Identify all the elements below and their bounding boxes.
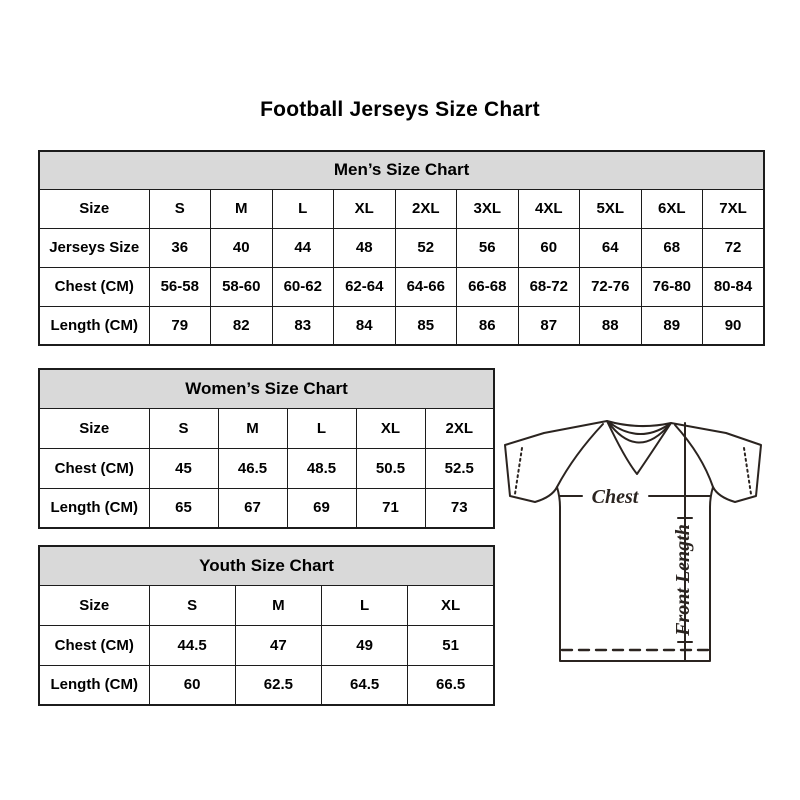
men-cell: 85 <box>395 306 457 345</box>
men-cell: 3XL <box>457 189 519 228</box>
mens-size-table <box>38 150 765 346</box>
women-cell: M <box>218 408 287 448</box>
men-cell: 72 <box>703 228 765 267</box>
men-cell: 84 <box>334 306 396 345</box>
men-cell: 80-84 <box>703 267 765 306</box>
men-cell: 56 <box>457 228 519 267</box>
youth-cell: 49 <box>322 625 408 665</box>
men-cell: 90 <box>703 306 765 345</box>
youth-row-label: Size <box>39 585 149 625</box>
men-row-label: Size <box>39 189 149 228</box>
youth-table-row <box>39 665 494 705</box>
womens-size-table <box>38 368 495 529</box>
youth-cell: 51 <box>408 625 494 665</box>
men-row-label: Chest (CM) <box>39 267 149 306</box>
women-cell: 67 <box>218 488 287 528</box>
men-cell: 6XL <box>641 189 703 228</box>
youth-cell: 66.5 <box>408 665 494 705</box>
page-title: Football Jerseys Size Chart <box>260 98 540 121</box>
men-table-row <box>39 267 764 306</box>
men-cell: 36 <box>149 228 211 267</box>
youth-cell: M <box>235 585 321 625</box>
men-cell: 48 <box>334 228 396 267</box>
jersey-outline <box>505 421 761 661</box>
men-cell: 60-62 <box>272 267 334 306</box>
women-cell: 45 <box>149 448 218 488</box>
men-cell: 60 <box>518 228 580 267</box>
men-row-label: Length (CM) <box>39 306 149 345</box>
men-table-row <box>39 189 764 228</box>
men-cell: 4XL <box>518 189 580 228</box>
youth-cell: 44.5 <box>149 625 235 665</box>
youth-row-label: Length (CM) <box>39 665 149 705</box>
youth-table-row <box>39 625 494 665</box>
youth-cell: L <box>322 585 408 625</box>
youth-cell: 47 <box>235 625 321 665</box>
men-row-label: Jerseys Size <box>39 228 149 267</box>
right-cuff-dashed-line <box>744 448 751 494</box>
men-cell: 79 <box>149 306 211 345</box>
youth-cell: S <box>149 585 235 625</box>
jersey-measurement-diagram <box>504 417 762 665</box>
men-cell: 52 <box>395 228 457 267</box>
men-cell: 44 <box>272 228 334 267</box>
men-cell: 76-80 <box>641 267 703 306</box>
women-cell: 52.5 <box>425 448 494 488</box>
front-length-label: Front Length <box>672 524 694 636</box>
youth-row-label: Chest (CM) <box>39 625 149 665</box>
women-cell: 2XL <box>425 408 494 448</box>
women-row-label: Size <box>39 408 149 448</box>
men-cell: 58-60 <box>211 267 273 306</box>
men-cell: 87 <box>518 306 580 345</box>
youth-cell: 60 <box>149 665 235 705</box>
women-cell: XL <box>356 408 425 448</box>
men-cell: 62-64 <box>334 267 396 306</box>
men-cell: 82 <box>211 306 273 345</box>
men-cell: 64 <box>580 228 642 267</box>
men-cell: XL <box>334 189 396 228</box>
men-cell: 7XL <box>703 189 765 228</box>
women-cell: 48.5 <box>287 448 356 488</box>
women-cell: 69 <box>287 488 356 528</box>
women-table-row <box>39 488 494 528</box>
men-cell: 40 <box>211 228 273 267</box>
men-table-row <box>39 228 764 267</box>
men-cell: M <box>211 189 273 228</box>
left-armhole-seam <box>557 424 603 487</box>
men-cell: 89 <box>641 306 703 345</box>
women-table-title: Women’s Size Chart <box>39 369 494 408</box>
men-cell: 66-68 <box>457 267 519 306</box>
right-armhole-seam <box>675 425 713 487</box>
men-cell: 68-72 <box>518 267 580 306</box>
men-cell: 72-76 <box>580 267 642 306</box>
men-cell: 5XL <box>580 189 642 228</box>
men-cell: 88 <box>580 306 642 345</box>
men-cell: 56-58 <box>149 267 211 306</box>
men-cell: 83 <box>272 306 334 345</box>
men-cell: 68 <box>641 228 703 267</box>
women-row-label: Chest (CM) <box>39 448 149 488</box>
women-table-row <box>39 408 494 448</box>
youth-cell: 64.5 <box>322 665 408 705</box>
men-cell: S <box>149 189 211 228</box>
women-cell: S <box>149 408 218 448</box>
men-cell: 64-66 <box>395 267 457 306</box>
youth-table-row <box>39 585 494 625</box>
youth-cell: XL <box>408 585 494 625</box>
men-table-title: Men’s Size Chart <box>39 151 764 189</box>
women-cell: 46.5 <box>218 448 287 488</box>
men-cell: L <box>272 189 334 228</box>
chest-label: Chest <box>591 486 639 508</box>
women-row-label: Length (CM) <box>39 488 149 528</box>
youth-size-table <box>38 545 495 706</box>
left-cuff-dashed-line <box>515 448 522 494</box>
women-cell: 71 <box>356 488 425 528</box>
men-table-row <box>39 306 764 345</box>
women-cell: 73 <box>425 488 494 528</box>
jersey-illustration <box>504 417 762 665</box>
women-cell: 65 <box>149 488 218 528</box>
men-cell: 2XL <box>395 189 457 228</box>
women-cell: L <box>287 408 356 448</box>
men-cell: 86 <box>457 306 519 345</box>
youth-cell: 62.5 <box>235 665 321 705</box>
youth-table-title: Youth Size Chart <box>39 546 494 585</box>
women-cell: 50.5 <box>356 448 425 488</box>
women-table-row <box>39 448 494 488</box>
